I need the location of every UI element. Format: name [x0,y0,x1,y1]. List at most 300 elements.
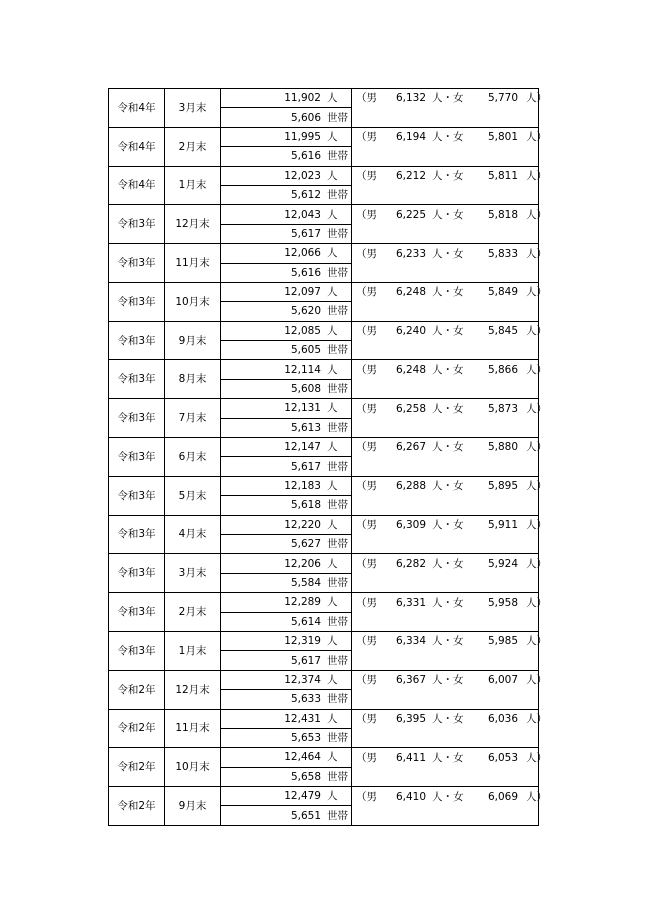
person-unit-label: 人 [327,596,338,609]
households-cell [221,263,352,282]
households-value: 5,606 [290,111,321,124]
female-count-value: 5,801 [487,131,518,144]
era-year-cell: 令和3年 [109,399,165,438]
gender-breakdown-cell [352,631,547,650]
close-label: 人） [526,480,547,493]
person-unit-label: 人 [327,363,338,376]
female-count-value: 6,036 [487,712,518,725]
female-count-value: 5,849 [487,286,518,299]
total-population-cell [221,631,352,650]
month-cell: 4月末 [165,515,221,554]
empty-cell [352,612,539,631]
table-row [109,360,539,379]
month-cell: 9月末 [165,787,221,826]
households-cell [221,108,352,127]
empty-cell [352,651,539,670]
era-year-cell: 令和2年 [109,709,165,748]
male-prefix-label: （男 [356,402,377,415]
gender-breakdown-cell [352,244,547,263]
gender-breakdown-cell [352,205,547,224]
households-value: 5,651 [290,809,321,822]
male-count-value: 6,233 [395,247,426,260]
households-cell [221,651,352,670]
male-prefix-label: （男 [356,635,377,648]
table-row [109,166,539,185]
household-unit-label: 世帯 [327,421,348,434]
households-cell [221,302,352,321]
male-prefix-label: （男 [356,208,377,221]
total-population-cell [221,709,352,728]
table-row [109,321,539,340]
close-label: 人） [526,92,547,105]
female-prefix-label: 人・女 [432,751,464,764]
male-prefix-label: （男 [356,286,377,299]
households-value: 5,617 [290,460,321,473]
table-row [109,631,539,650]
female-prefix-label: 人・女 [432,402,464,415]
table-row [109,515,539,534]
table-row [109,205,539,224]
close-label: 人） [526,131,547,144]
households-value: 5,617 [290,654,321,667]
households-cell [221,224,352,243]
person-unit-label: 人 [327,324,338,337]
empty-cell [352,534,539,553]
male-prefix-label: （男 [356,441,377,454]
month-cell: 7月末 [165,399,221,438]
total-population-value: 12,374 [284,673,321,686]
table-row [109,127,539,146]
total-population-cell [221,127,352,146]
households-value: 5,620 [290,305,321,318]
month-cell: 3月末 [165,554,221,593]
male-count-value: 6,240 [395,325,426,338]
total-population-cell [221,670,352,689]
gender-breakdown-cell [352,554,547,573]
gender-breakdown-cell [352,127,547,146]
empty-cell [352,418,539,437]
person-unit-label: 人 [327,518,338,531]
month-cell: 8月末 [165,360,221,399]
male-prefix-label: （男 [356,325,377,338]
era-year-cell: 令和3年 [109,476,165,515]
total-population-value: 12,043 [284,208,321,221]
female-count-value: 5,811 [487,170,518,182]
female-prefix-label: 人・女 [432,363,464,376]
female-count-value: 5,866 [487,363,518,376]
households-cell [221,767,352,786]
households-cell [221,147,352,166]
households-value: 5,627 [290,538,321,551]
month-cell: 2月末 [165,593,221,632]
table-row [109,244,539,263]
households-value: 5,614 [290,615,321,628]
empty-cell [352,457,539,476]
total-population-cell [221,166,352,185]
close-label: 人） [526,635,547,648]
male-count-value: 6,309 [395,519,426,532]
era-year-cell: 令和2年 [109,748,165,787]
household-unit-label: 世帯 [327,305,348,318]
person-unit-label: 人 [327,557,338,570]
total-population-value: 12,023 [284,169,321,182]
table-row [109,476,539,495]
households-value: 5,608 [290,383,321,396]
female-prefix-label: 人・女 [432,557,464,570]
male-count-value: 6,132 [395,92,426,105]
total-population-value: 12,066 [284,247,321,260]
male-prefix-label: （男 [356,674,377,687]
month-cell: 12月末 [165,205,221,244]
era-year-cell: 令和4年 [109,127,165,166]
households-cell [221,496,352,515]
table-row [109,709,539,728]
male-prefix-label: （男 [356,170,377,182]
gender-breakdown-cell [352,593,547,612]
male-count-value: 6,194 [395,131,426,144]
close-label: 人） [526,712,547,725]
female-count-value: 5,895 [487,480,518,493]
table-row [109,554,539,573]
era-year-cell: 令和3年 [109,282,165,321]
male-count-value: 6,212 [395,170,426,182]
empty-cell [352,302,539,321]
close-label: 人） [526,286,547,299]
male-count-value: 6,288 [395,480,426,493]
households-cell [221,806,352,825]
households-value: 5,613 [290,421,321,434]
household-unit-label: 世帯 [327,266,348,279]
female-prefix-label: 人・女 [432,92,464,105]
households-value: 5,653 [290,732,321,745]
close-label: 人） [526,325,547,338]
female-prefix-label: 人・女 [432,480,464,493]
gender-breakdown-cell [352,670,547,689]
era-year-cell: 令和2年 [109,670,165,709]
total-population-value: 12,289 [284,596,321,609]
gender-breakdown-cell [352,515,547,534]
era-year-cell: 令和3年 [109,321,165,360]
person-unit-label: 人 [327,286,338,299]
month-cell: 12月末 [165,670,221,709]
month-cell: 1月末 [165,166,221,205]
household-unit-label: 世帯 [327,615,348,628]
household-unit-label: 世帯 [327,460,348,473]
household-unit-label: 世帯 [327,344,348,357]
female-prefix-label: 人・女 [432,208,464,221]
month-cell: 11月末 [165,709,221,748]
male-prefix-label: （男 [356,790,377,803]
male-prefix-label: （男 [356,247,377,260]
female-count-value: 5,880 [487,441,518,454]
female-count-value: 5,924 [487,557,518,570]
female-prefix-label: 人・女 [432,596,464,609]
male-prefix-label: （男 [356,751,377,764]
empty-cell [352,341,539,360]
table-row [109,748,539,767]
empty-cell [352,806,539,825]
female-count-value: 5,770 [487,92,518,105]
table-row [109,670,539,689]
households-cell [221,379,352,398]
total-population-cell [221,593,352,612]
households-cell [221,457,352,476]
person-unit-label: 人 [327,635,338,648]
male-prefix-label: （男 [356,557,377,570]
close-label: 人） [526,441,547,454]
gender-breakdown-cell [352,748,547,767]
era-year-cell: 令和4年 [109,166,165,205]
female-prefix-label: 人・女 [432,131,464,144]
male-prefix-label: （男 [356,363,377,376]
total-population-value: 12,206 [284,557,321,570]
female-prefix-label: 人・女 [432,170,464,182]
total-population-cell [221,205,352,224]
total-population-value: 12,097 [284,286,321,299]
close-label: 人） [526,557,547,570]
total-population-value: 12,085 [284,324,321,337]
person-unit-label: 人 [327,441,338,454]
total-population-cell [221,438,352,457]
person-unit-label: 人 [327,92,338,105]
close-label: 人） [526,674,547,687]
female-prefix-label: 人・女 [432,286,464,299]
person-unit-label: 人 [327,751,338,764]
total-population-cell [221,748,352,767]
close-label: 人） [526,402,547,415]
month-cell: 10月末 [165,748,221,787]
total-population-cell [221,554,352,573]
male-count-value: 6,411 [395,751,426,764]
era-year-cell: 令和3年 [109,205,165,244]
empty-cell [352,108,539,127]
person-unit-label: 人 [327,130,338,143]
households-cell [221,690,352,709]
gender-breakdown-cell [352,399,547,418]
era-year-cell: 令和3年 [109,244,165,283]
total-population-value: 12,114 [284,363,321,376]
household-unit-label: 世帯 [327,227,348,240]
month-cell: 1月末 [165,631,221,670]
female-count-value: 6,007 [487,674,518,687]
gender-breakdown-cell [352,476,547,495]
female-prefix-label: 人・女 [432,674,464,687]
household-unit-label: 世帯 [327,654,348,667]
era-year-cell: 令和3年 [109,438,165,477]
households-cell [221,573,352,592]
empty-cell [352,496,539,515]
female-count-value: 5,845 [487,325,518,338]
households-value: 5,658 [290,770,321,783]
close-label: 人） [526,751,547,764]
households-cell [221,612,352,631]
male-count-value: 6,331 [395,596,426,609]
table-row [109,438,539,457]
gender-breakdown-cell [352,360,547,379]
month-cell: 5月末 [165,476,221,515]
era-year-cell: 令和4年 [109,89,165,128]
households-cell [221,341,352,360]
month-cell: 11月末 [165,244,221,283]
total-population-value: 12,479 [284,790,321,803]
person-unit-label: 人 [327,673,338,686]
households-cell [221,418,352,437]
female-count-value: 5,985 [487,635,518,648]
male-prefix-label: （男 [356,131,377,144]
gender-breakdown-cell [352,282,547,301]
total-population-value: 12,220 [284,518,321,531]
empty-cell [352,690,539,709]
total-population-value: 12,431 [284,712,321,725]
total-population-value: 11,995 [284,130,321,143]
empty-cell [352,185,539,204]
empty-cell [352,728,539,747]
households-value: 5,584 [290,576,321,589]
female-prefix-label: 人・女 [432,635,464,648]
person-unit-label: 人 [327,208,338,221]
male-count-value: 6,282 [395,557,426,570]
month-cell: 6月末 [165,438,221,477]
total-population-cell [221,244,352,263]
total-population-cell [221,89,352,108]
female-prefix-label: 人・女 [432,712,464,725]
male-count-value: 6,225 [395,208,426,221]
empty-cell [352,263,539,282]
male-prefix-label: （男 [356,480,377,493]
household-unit-label: 世帯 [327,770,348,783]
households-value: 5,616 [290,266,321,279]
households-value: 5,617 [290,227,321,240]
female-count-value: 5,911 [487,519,518,532]
household-unit-label: 世帯 [327,189,348,202]
total-population-cell [221,399,352,418]
table-row [109,787,539,806]
male-count-value: 6,395 [395,712,426,725]
female-prefix-label: 人・女 [432,325,464,338]
era-year-cell: 令和3年 [109,631,165,670]
era-year-cell: 令和3年 [109,593,165,632]
month-cell: 10月末 [165,282,221,321]
male-count-value: 6,248 [395,286,426,299]
female-prefix-label: 人・女 [432,247,464,260]
table-row [109,593,539,612]
total-population-value: 12,319 [284,635,321,648]
household-unit-label: 世帯 [327,538,348,551]
household-unit-label: 世帯 [327,732,348,745]
total-population-value: 12,183 [284,480,321,492]
gender-breakdown-cell [352,89,547,108]
person-unit-label: 人 [327,790,338,803]
households-cell [221,728,352,747]
person-unit-label: 人 [327,712,338,725]
household-unit-label: 世帯 [327,499,348,512]
total-population-cell [221,282,352,301]
female-count-value: 6,053 [487,751,518,764]
male-count-value: 6,258 [395,402,426,415]
table-row [109,399,539,418]
male-count-value: 6,367 [395,674,426,687]
total-population-value: 12,147 [284,441,321,454]
empty-cell [352,147,539,166]
male-count-value: 6,410 [395,790,426,803]
total-population-cell [221,787,352,806]
person-unit-label: 人 [327,402,338,415]
male-prefix-label: （男 [356,92,377,105]
total-population-value: 12,131 [284,402,321,415]
population-table-body [109,89,547,826]
households-cell [221,185,352,204]
month-cell: 2月末 [165,127,221,166]
era-year-cell: 令和2年 [109,787,165,826]
female-prefix-label: 人・女 [432,441,464,454]
male-count-value: 6,267 [395,441,426,454]
households-value: 5,633 [290,693,321,706]
female-count-value: 5,873 [487,402,518,415]
population-table [108,88,547,826]
gender-breakdown-cell [352,321,547,340]
households-value: 5,618 [290,499,321,512]
female-count-value: 5,958 [487,596,518,609]
household-unit-label: 世帯 [327,111,348,124]
empty-cell [352,573,539,592]
close-label: 人） [526,596,547,609]
household-unit-label: 世帯 [327,693,348,706]
gender-breakdown-cell [352,787,547,806]
female-count-value: 6,069 [487,790,518,803]
household-unit-label: 世帯 [327,576,348,589]
male-count-value: 6,248 [395,363,426,376]
household-unit-label: 世帯 [327,383,348,396]
empty-cell [352,379,539,398]
household-unit-label: 世帯 [327,150,348,163]
female-count-value: 5,818 [487,208,518,221]
close-label: 人） [526,247,547,260]
month-cell: 3月末 [165,89,221,128]
households-value: 5,612 [290,189,321,202]
close-label: 人） [526,170,547,182]
era-year-cell: 令和3年 [109,515,165,554]
month-cell: 9月末 [165,321,221,360]
total-population-cell [221,515,352,534]
gender-breakdown-cell [352,438,547,457]
close-label: 人） [526,519,547,532]
close-label: 人） [526,208,547,221]
total-population-cell [221,360,352,379]
female-count-value: 5,833 [487,247,518,260]
empty-cell [352,767,539,786]
person-unit-label: 人 [327,247,338,260]
empty-cell [352,224,539,243]
households-value: 5,616 [290,150,321,163]
gender-breakdown-cell [352,166,547,185]
person-unit-label: 人 [327,169,338,182]
female-prefix-label: 人・女 [432,790,464,803]
era-year-cell: 令和3年 [109,554,165,593]
households-value: 5,605 [290,344,321,357]
close-label: 人） [526,790,547,803]
female-prefix-label: 人・女 [432,519,464,532]
total-population-value: 12,464 [284,751,321,764]
era-year-cell: 令和3年 [109,360,165,399]
total-population-cell [221,321,352,340]
male-prefix-label: （男 [356,712,377,725]
person-unit-label: 人 [327,480,338,492]
close-label: 人） [526,363,547,376]
households-cell [221,534,352,553]
table-row [109,282,539,301]
male-count-value: 6,334 [395,635,426,648]
total-population-cell [221,476,352,495]
